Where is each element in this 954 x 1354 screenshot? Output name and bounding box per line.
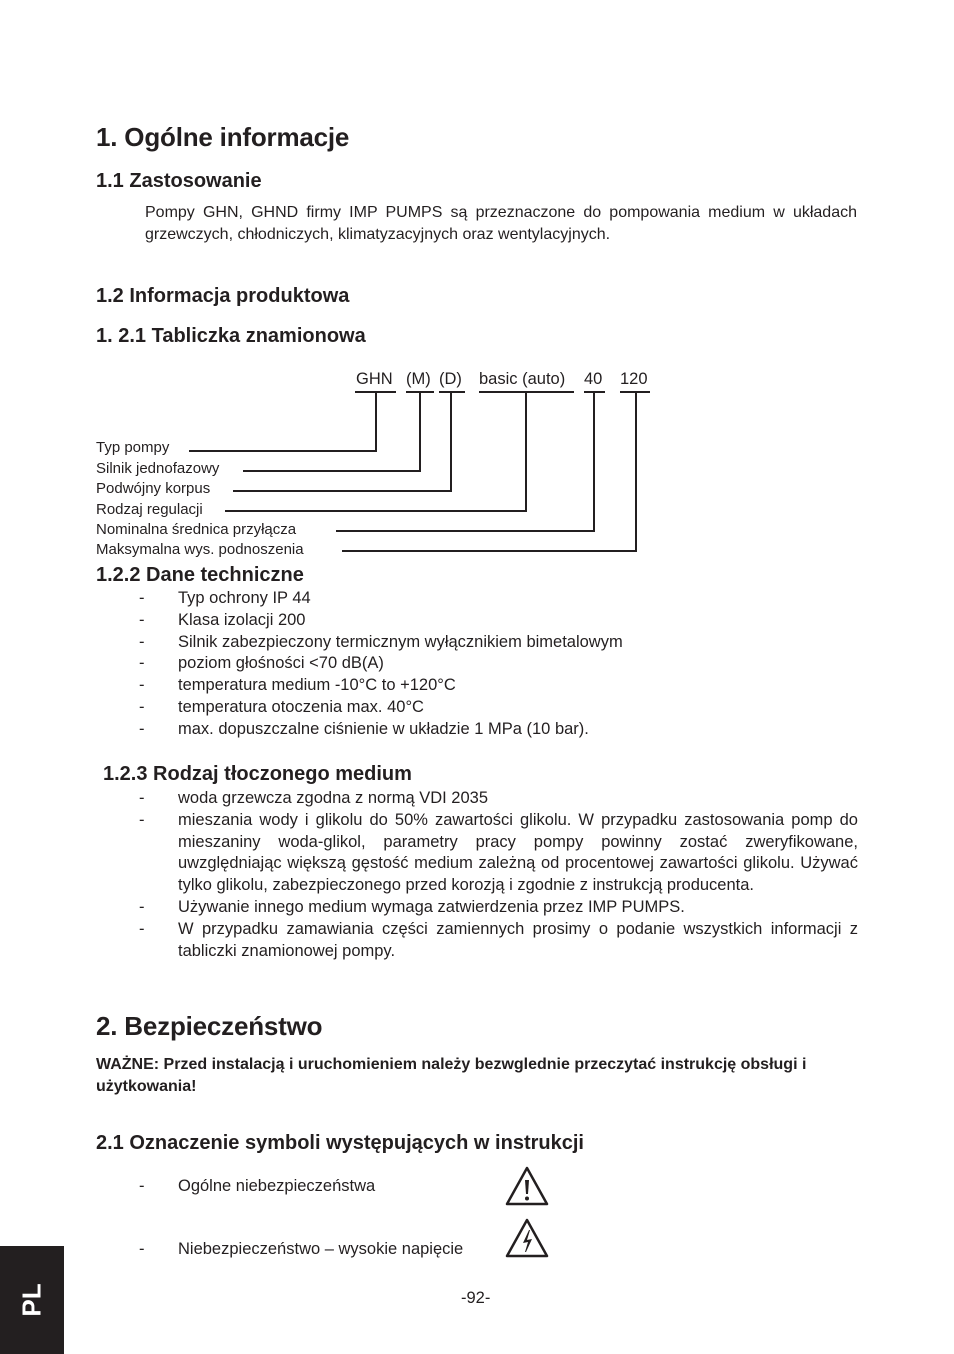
code-d: (D) [439,370,462,388]
language-tab [0,1246,64,1354]
connector-horizontal-head [342,550,637,552]
label-nominal-diameter: Nominalna średnica przyłącza [96,521,297,538]
section-1-title: 1. Ogólne informacje [96,122,350,152]
section-2-title: 2. Bezpieczeństwo [96,1011,323,1041]
connector-horizontal-d [233,490,452,492]
section-1-1-text: Pompy GHN, GHND firmy IMP PUMPS są przeznaczone do pompowania medium w układach grzewczych, chłodniczych, klimatyzacyjnych oraz wentylacyjnych. [145,204,857,243]
section-1-1-title: 1.1 Zastosowanie [96,170,262,192]
list-item: - Klasa izolacji 200 [139,610,306,629]
connector-vertical-regulation [525,393,527,512]
list-item: - Typ ochrony IP 44 [139,589,311,607]
label-max-head: Maksymalna wys. podnoszenia [96,541,304,558]
symbol-label-general-danger: Ogólne niebezpieczeństwa [178,1177,376,1195]
connector-horizontal-regulation [225,510,527,512]
connector-horizontal-m [243,470,421,472]
code-m: (M) [406,370,431,388]
label-pump-type: Typ pompy [96,439,170,456]
list-item: - max. dopuszczalne ciśnienie w układzie 1 MPa (10 bar). [139,719,589,738]
label-regulation-type: Rodzaj regulacji [96,501,203,518]
symbol-dash: - [139,1240,145,1258]
high-voltage-icon [504,1217,550,1259]
list-item: - Używanie innego medium wymaga zatwierdzenia przez IMP PUMPS. [139,897,685,916]
list-item: - W przypadku zamawiania części zamiennych prosimy o podanie wszystkich informacji z tabliczki znamionowej pompy. [139,919,858,960]
code-ghn: GHN [356,370,393,388]
symbol-dash: - [139,1177,145,1195]
underline-d [439,391,465,393]
warning-text: WAŻNE: Przed instalacją i uruchomieniem należy bezwglednie przeczytać instrukcję obsługi i użytkowania! [96,1056,807,1095]
list-item: - mieszania wody i glikolu do 50% zawartości glikolu. W przypadku zastosowania pomp do mieszaniny woda-glikol, parametry pracy pompy powinny zostać zweryfikowane, uwzględniając większą gęstość medium zależną od procentowej zawartości glikolu. Używać tylko glikolu, zabezpieczonego przed korozją i zgodnie z instrukcją producenta. [139,810,858,895]
label-single-phase: Silnik jednofazowy [96,460,220,477]
connector-vertical-d [450,393,452,492]
section-1-2-3-title: 1.2.3 Rodzaj tłoczonego medium [103,763,412,785]
section-1-2-title: 1.2 Informacja produktowa [96,285,350,307]
section-2-1-title: 2.1 Oznaczenie symboli występujących w instrukcji [96,1132,584,1154]
code-diameter: 40 [584,370,603,388]
medium-type-list [96,788,858,962]
language-tab-label: PL [16,1283,47,1317]
page-number: -92- [461,1289,491,1307]
section-1-2-1-title: 1. 2.1 Tabliczka znamionowa [96,325,366,347]
section-1-2-2-title: 1.2.2 Dane techniczne [96,564,304,586]
technical-data-list [96,588,858,741]
connector-vertical-m [419,393,421,472]
connector-horizontal-ghn [189,450,377,452]
general-danger-icon [504,1165,550,1207]
connector-horizontal-diameter [336,530,595,532]
list-item: - Silnik zabezpieczony termicznym wyłącznikiem bimetalowym [139,632,623,651]
list-item: - temperatura medium -10°C to +120°C [139,676,456,695]
symbol-label-high-voltage: Niebezpieczeństwo – wysokie napięcie [178,1240,464,1258]
connector-vertical-head [635,393,637,552]
code-head: 120 [620,370,648,388]
label-double-body: Podwójny korpus [96,480,211,497]
connector-vertical-ghn [375,393,377,452]
list-item: - poziom głośności <70 dB(A) [139,654,384,673]
list-item: - temperatura otoczenia max. 40°C [139,697,424,716]
list-item: - woda grzewcza zgodna z normą VDI 2035 [139,789,489,807]
code-regulation: basic (auto) [479,370,566,388]
connector-vertical-diameter [593,393,595,532]
